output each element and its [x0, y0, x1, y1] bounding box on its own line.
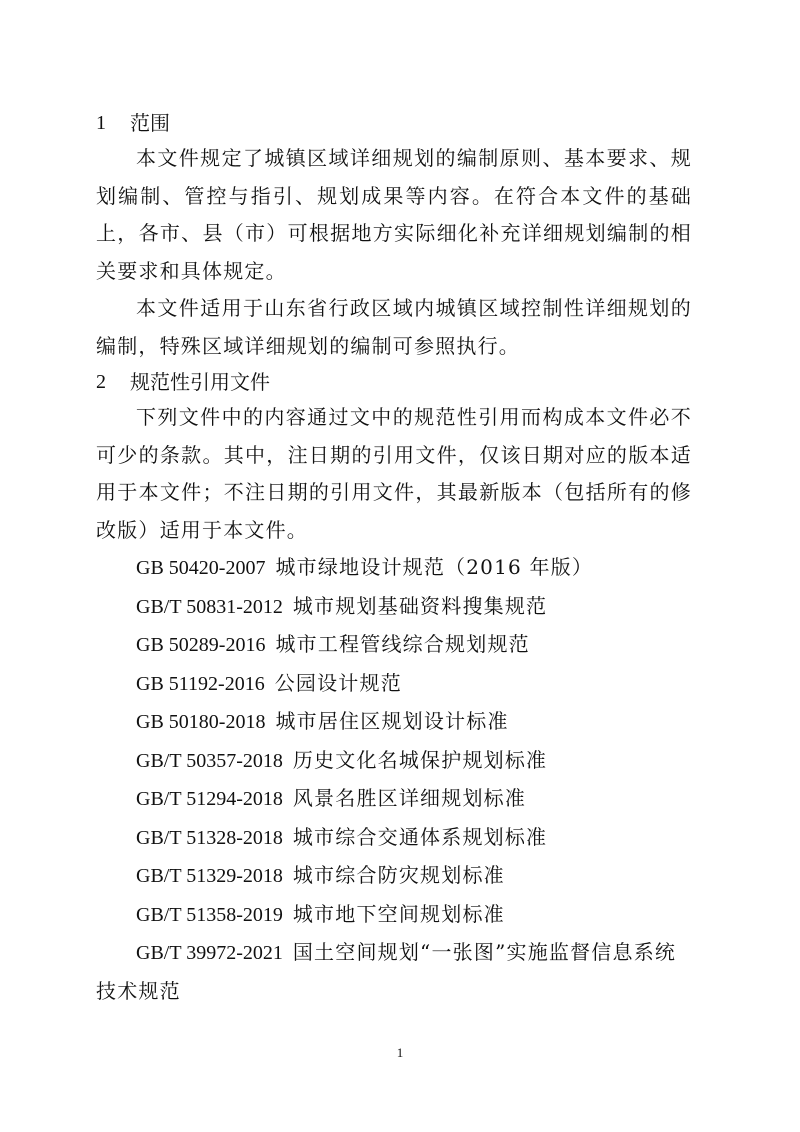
document-page: [96, 106, 692, 1010]
reference-item: [96, 857, 692, 896]
reference-title: 城市绿地设计规范（2016 年版）: [275, 555, 594, 579]
section-title: 规范性引用文件: [130, 370, 270, 394]
reference-item: [96, 549, 692, 588]
reference-title: 公园设计规范: [274, 670, 402, 695]
reference-title: 国土空间规划“一张图”实施监督信息系统技术规范: [96, 940, 677, 1003]
reference-item: [96, 934, 692, 1010]
reference-item: [96, 703, 692, 742]
reference-code: GB/T 51329-2018: [136, 865, 283, 887]
reference-item: [96, 742, 692, 781]
reference-item: [96, 780, 692, 819]
reference-code: GB/T 50831-2012: [136, 595, 283, 618]
reference-title: 城市综合防灾规划标准: [292, 863, 505, 887]
reference-title: 城市综合交通体系规划标准: [292, 824, 548, 849]
reference-title: 风景名胜区详细规划标准: [292, 786, 527, 810]
reference-code: GB 50289-2016: [136, 634, 266, 656]
reference-code: GB/T 50357-2018: [136, 749, 283, 772]
reference-title: 城市居住区规划设计标准: [275, 709, 509, 733]
reference-title: 城市规划基础资料搜集规范: [292, 593, 548, 618]
reference-code: GB/T 39972-2021: [136, 942, 283, 964]
section-title: 范围: [130, 111, 170, 135]
section-number: 1: [96, 112, 106, 134]
reference-code: GB/T 51294-2018: [136, 788, 283, 810]
reference-item: [96, 819, 692, 858]
page-number: 1: [396, 1045, 404, 1060]
reference-title: 历史文化名城保护规划标准: [292, 747, 548, 772]
section-number: 2: [96, 371, 106, 393]
reference-code: GB/T 51358-2019: [136, 903, 283, 926]
reference-item: [96, 626, 692, 665]
reference-item: [96, 896, 692, 935]
reference-code: GB 50180-2018: [136, 711, 266, 733]
reference-list: [96, 549, 692, 1010]
reference-title: 城市工程管线综合规划规范: [275, 632, 530, 656]
reference-code: GB 50420-2007: [136, 557, 266, 579]
reference-item: [96, 665, 692, 704]
reference-code: GB/T 51328-2018: [136, 826, 283, 849]
section-heading: [96, 106, 692, 140]
reference-code: GB 51192-2016: [136, 672, 265, 695]
paragraph: 下列文件中的内容通过文中的规范性引用而构成本文件必不可少的条款。其中，注日期的引用文件，仅该日期对应的版本适用于本文件；不注日期的引用文件，其最新版本（包括所有的修改版）适用于本文件。: [96, 405, 692, 542]
paragraph: 本文件适用于山东省行政区域内城镇区域控制性详细规划的编制，特殊区域详细规划的编制可参照执行。: [96, 296, 692, 358]
reference-title: 城市地下空间规划标准: [292, 901, 505, 926]
section-heading: [96, 365, 692, 399]
reference-item: [96, 588, 692, 627]
paragraph: 本文件规定了城镇区域详细规划的编制原则、基本要求、规划编制、管控与指引、规划成果等内容。在符合本文件的基础上，各市、县（市）可根据地方实际细化补充详细规划编制的相关要求和具体规定。: [96, 146, 692, 283]
